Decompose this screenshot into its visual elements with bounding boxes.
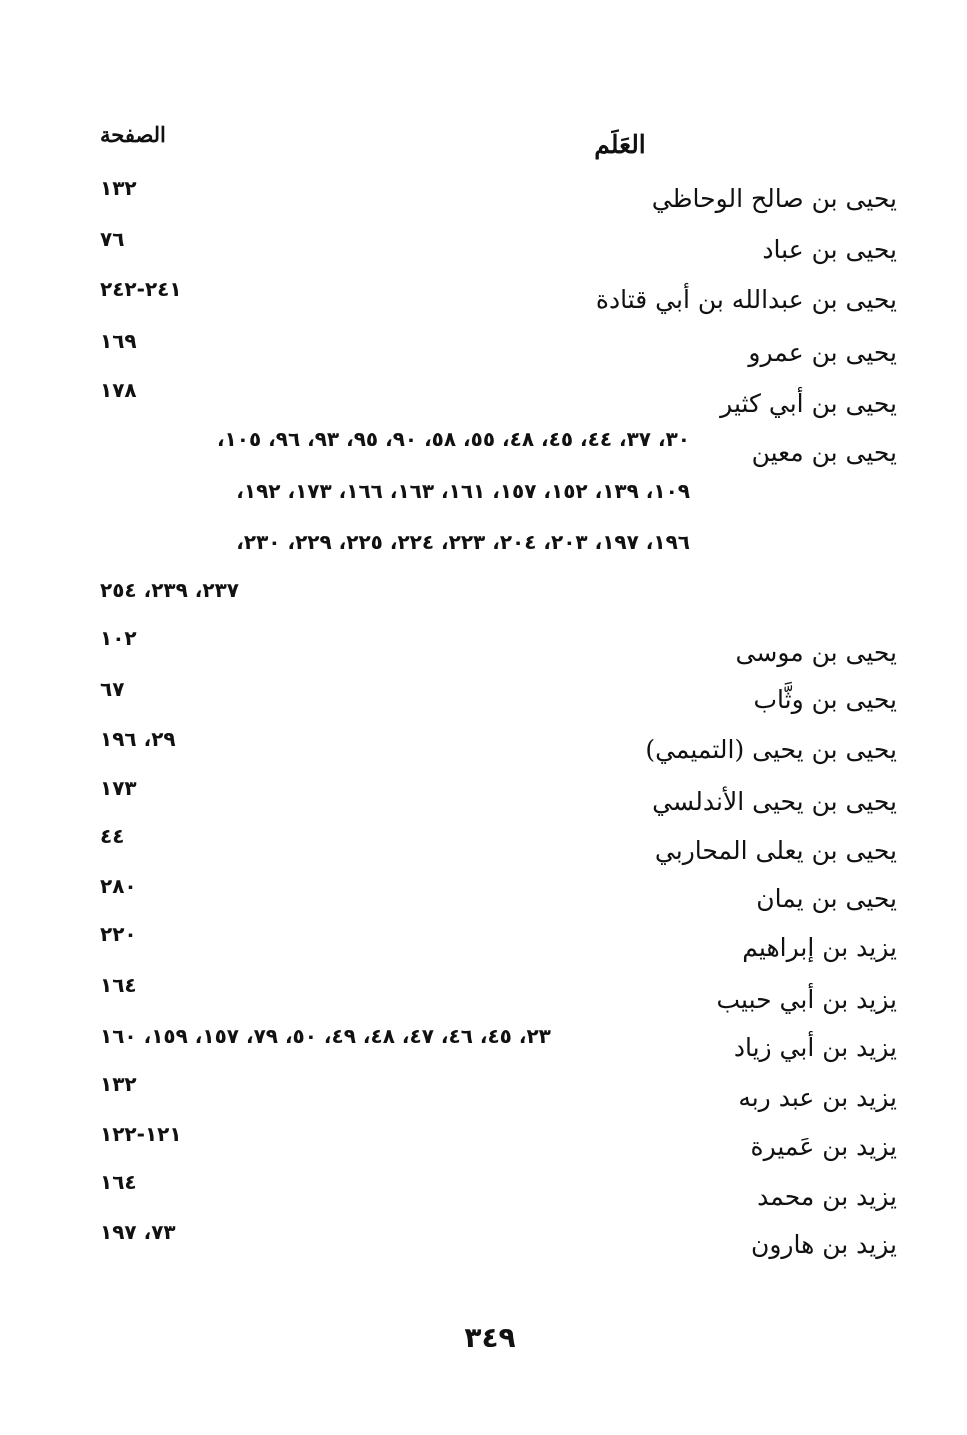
entry-pages: ٢٢٠ [100, 922, 137, 946]
entry-name: يحيى بن عمرو [748, 338, 897, 367]
entry-pages: ٢٣، ٤٥، ٤٦، ٤٧، ٤٨، ٤٩، ٥٠، ٧٩، ١٥٧، ١٥٩، ١٦٠ [100, 1024, 551, 1048]
entry-name: يزيد بن عبد ربه [738, 1083, 897, 1112]
entry-name: يحيى بن يمان [756, 884, 897, 913]
column-header-name: العَلَم [594, 130, 646, 159]
entry-pages: ٤٤ [100, 824, 125, 848]
entry-name: يزيد بن أبي زياد [733, 1033, 897, 1062]
column-header-page: الصفحة [100, 122, 166, 147]
entry-pages: ١٧٣ [100, 776, 137, 800]
entry-name: يحيى بن أبي كثير [720, 389, 897, 418]
entry-name: يزيد بن عَميرة [750, 1132, 897, 1161]
entry-name: يحيى بن صالح الوحاظي [651, 184, 897, 213]
entry-pages: ٦٧ [100, 677, 125, 701]
entry-pages: ٢٤١-٢٤٢ [100, 277, 182, 301]
entry-pages: ١٣٢ [100, 1072, 137, 1096]
entry-name: يحيى بن عباد [762, 235, 897, 264]
entry-name: يحيى بن وثَّاب [753, 685, 897, 714]
entry-name: يحيى بن موسى [735, 638, 897, 667]
entry-name: يحيى بن يعلى المحاربي [654, 836, 897, 865]
entry-pages-line: ٣٠، ٣٧، ٤٤، ٤٥، ٤٨، ٥٥، ٥٨، ٩٠، ٩٥، ٩٣، ٩٦، ١٠٥، [216, 427, 690, 451]
entry-name: يزيد بن أبي حبيب [716, 985, 897, 1014]
page-number: ٣٤٩ [464, 1321, 516, 1354]
entry-name: يحيى بن عبدالله بن أبي قتادة [595, 285, 897, 314]
entry-pages: ١٢١-١٢٢ [100, 1122, 182, 1146]
entry-pages: ١٣٢ [100, 176, 137, 200]
entry-name: يحيى بن معين [751, 438, 897, 467]
entry-pages: ٧٣، ١٩٧ [100, 1220, 176, 1244]
entry-pages-line: ٢٣٧، ٢٣٩، ٢٥٤ [100, 578, 239, 602]
entry-pages: ١٦٩ [100, 329, 137, 353]
entry-name: يزيد بن محمد [757, 1182, 897, 1211]
entry-name: يزيد بن إبراهيم [742, 933, 897, 962]
entry-name: يحيى بن يحيى (التميمي) [645, 735, 897, 764]
entry-pages: ١٦٤ [100, 973, 137, 997]
entry-pages: ٢٨٠ [100, 874, 137, 898]
entry-pages: ١٧٨ [100, 378, 137, 402]
entry-pages: ١٠٢ [100, 626, 137, 650]
entry-pages: ٧٦ [100, 227, 125, 251]
entry-name: يزيد بن هارون [750, 1230, 897, 1259]
entry-pages: ٢٩، ١٩٦ [100, 727, 176, 751]
entry-pages-line: ١٠٩، ١٣٩، ١٥٢، ١٥٧، ١٦١، ١٦٣، ١٦٦، ١٧٣، ١٩٢، [236, 479, 690, 503]
entry-pages: ١٦٤ [100, 1170, 137, 1194]
entry-pages-line: ١٩٦، ١٩٧، ٢٠٣، ٢٠٤، ٢٢٣، ٢٢٤، ٢٢٥، ٢٢٩، ٢٣٠، [236, 530, 690, 554]
entry-name: يحيى بن يحيى الأندلسي [652, 787, 897, 816]
